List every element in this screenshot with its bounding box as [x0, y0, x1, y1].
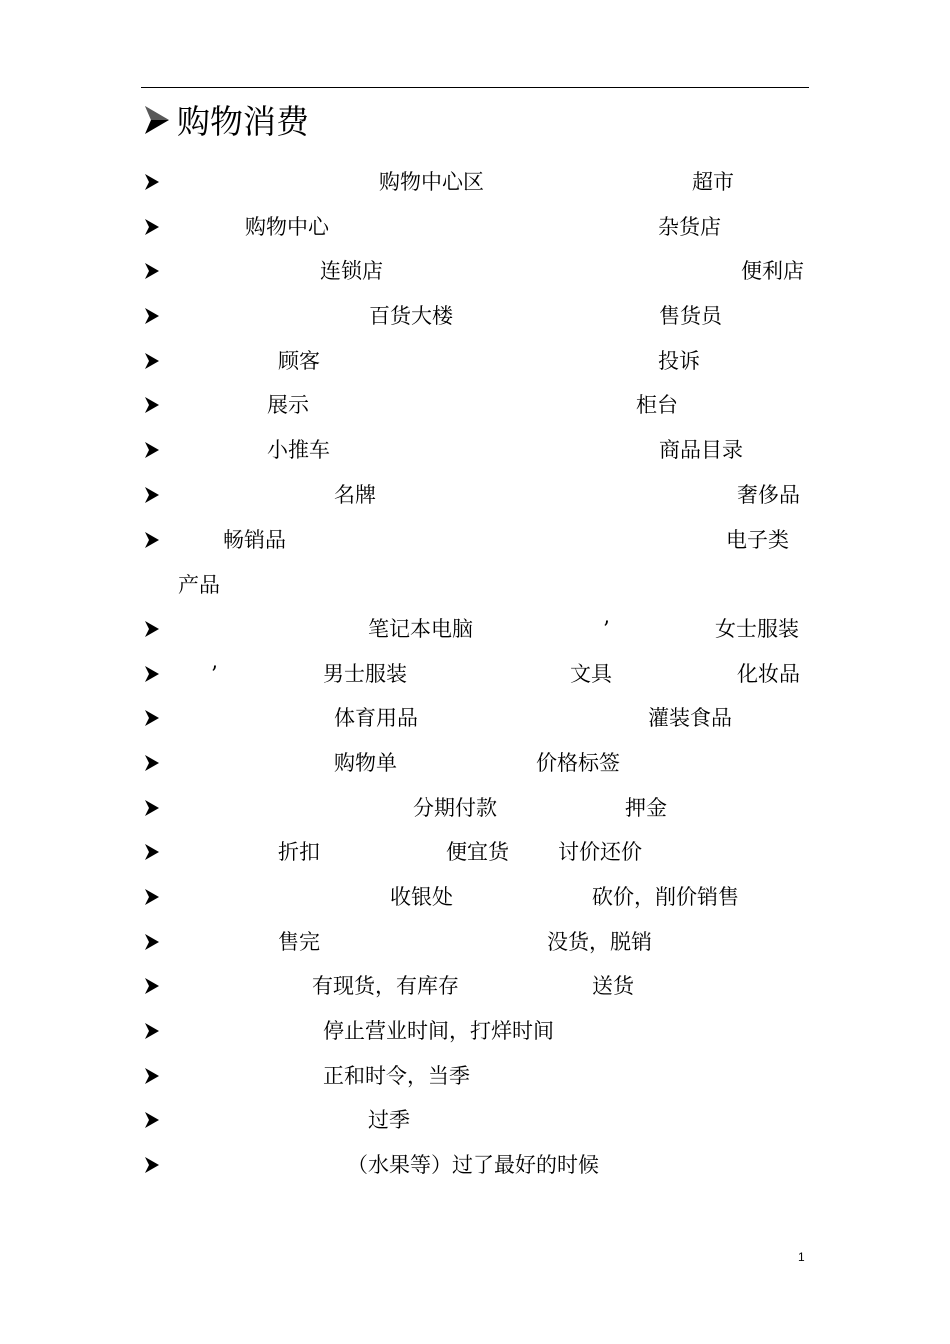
term: 超市: [692, 170, 734, 194]
arrow-bullet-icon: [144, 441, 160, 459]
arrow-bullet-icon: [144, 888, 160, 906]
arrow-bullet-icon: [144, 1111, 160, 1129]
arrow-bullet-icon: [144, 307, 160, 325]
term: 百货大楼: [369, 304, 453, 328]
term: 过季: [368, 1108, 410, 1132]
heading-text: 购物消费: [177, 102, 309, 141]
term: 售货员: [659, 304, 722, 328]
arrow-bullet-icon: [144, 262, 160, 280]
term: 柜台: [636, 393, 678, 417]
list-item: [0, 341, 950, 381]
arrow-bullet-icon: [144, 843, 160, 861]
list-item: [0, 832, 950, 872]
term: 灌装食品: [648, 706, 732, 730]
arrow-bullet-icon: [144, 352, 160, 370]
term: 讨价还价: [558, 840, 642, 864]
term: 商品目录: [659, 438, 743, 462]
term: 杂货店: [658, 215, 721, 239]
term: 收银处: [390, 885, 453, 909]
list-item: [0, 1145, 950, 1185]
list-item: [0, 162, 950, 202]
wrapped-term-continuation: 产品: [178, 573, 220, 597]
list-item: [0, 385, 950, 425]
list-item: [0, 1056, 950, 1096]
list-item: [0, 1100, 950, 1140]
term: 停止营业时间，打烊时间: [323, 1019, 554, 1043]
term: 有现货，有库存: [312, 974, 459, 998]
term: （水果等）过了最好的时候: [347, 1153, 599, 1177]
term: 女士服装: [715, 617, 799, 641]
arrow-bullet-icon: [144, 933, 160, 951]
term: 购物中心: [245, 215, 329, 239]
term: 连锁店: [320, 259, 383, 283]
term: 购物单: [334, 751, 397, 775]
list-item: [0, 654, 950, 694]
arrow-bullet-icon: [143, 104, 171, 136]
arrow-bullet-icon: [144, 486, 160, 504]
arrow-bullet-icon: [144, 173, 160, 191]
term: 顾客: [278, 349, 320, 373]
arrow-bullet-icon: [144, 531, 160, 549]
list-item: [0, 251, 950, 291]
arrow-bullet-icon: [144, 754, 160, 772]
term: ’: [603, 617, 610, 641]
header-rule: [141, 87, 809, 88]
term: 折扣: [278, 840, 320, 864]
term: 奢侈品: [737, 483, 800, 507]
list-item: [0, 430, 950, 470]
list-item: [0, 296, 950, 336]
list-item: [0, 788, 950, 828]
term: 分期付款: [413, 796, 497, 820]
term: 售完: [278, 930, 320, 954]
list-item: [0, 743, 950, 783]
term: 小推车: [267, 438, 330, 462]
list-item: [0, 1011, 950, 1051]
list-item: [0, 609, 950, 649]
arrow-bullet-icon: [144, 977, 160, 995]
arrow-bullet-icon: [144, 1067, 160, 1085]
term: 投诉: [658, 349, 700, 373]
arrow-bullet-icon: [144, 1156, 160, 1174]
arrow-bullet-icon: [144, 218, 160, 236]
term: 便宜货: [446, 840, 509, 864]
list-item: [0, 207, 950, 247]
arrow-bullet-icon: [144, 396, 160, 414]
list-item: [0, 520, 950, 560]
term: 名牌: [334, 483, 376, 507]
term: 展示: [267, 393, 309, 417]
list-item: [0, 698, 950, 738]
term: 正和时令，当季: [323, 1064, 470, 1088]
term: 笔记本电脑: [368, 617, 473, 641]
arrow-bullet-icon: [144, 1022, 160, 1040]
arrow-bullet-icon: [144, 665, 160, 683]
term: 砍价，削价销售: [592, 885, 739, 909]
term: 便利店: [741, 259, 804, 283]
arrow-bullet-icon: [144, 620, 160, 638]
term: 押金: [625, 796, 667, 820]
term: 电子类: [726, 528, 789, 552]
term: 购物中心区: [379, 170, 484, 194]
list-item: [0, 922, 950, 962]
term: 没货，脱销: [547, 930, 652, 954]
arrow-bullet-icon: [144, 709, 160, 727]
term: 文具: [570, 662, 612, 686]
term: 化妆品: [737, 662, 800, 686]
term: 送货: [592, 974, 634, 998]
list-item: [0, 877, 950, 917]
term: ’: [211, 662, 218, 686]
arrow-bullet-icon: [144, 799, 160, 817]
term: 男士服装: [323, 662, 407, 686]
page-number: 1: [798, 1250, 805, 1264]
term: 价格标签: [536, 751, 620, 775]
term: 畅销品: [223, 528, 286, 552]
list-item: [0, 475, 950, 515]
term: 体育用品: [334, 706, 418, 730]
list-item: [0, 966, 950, 1006]
